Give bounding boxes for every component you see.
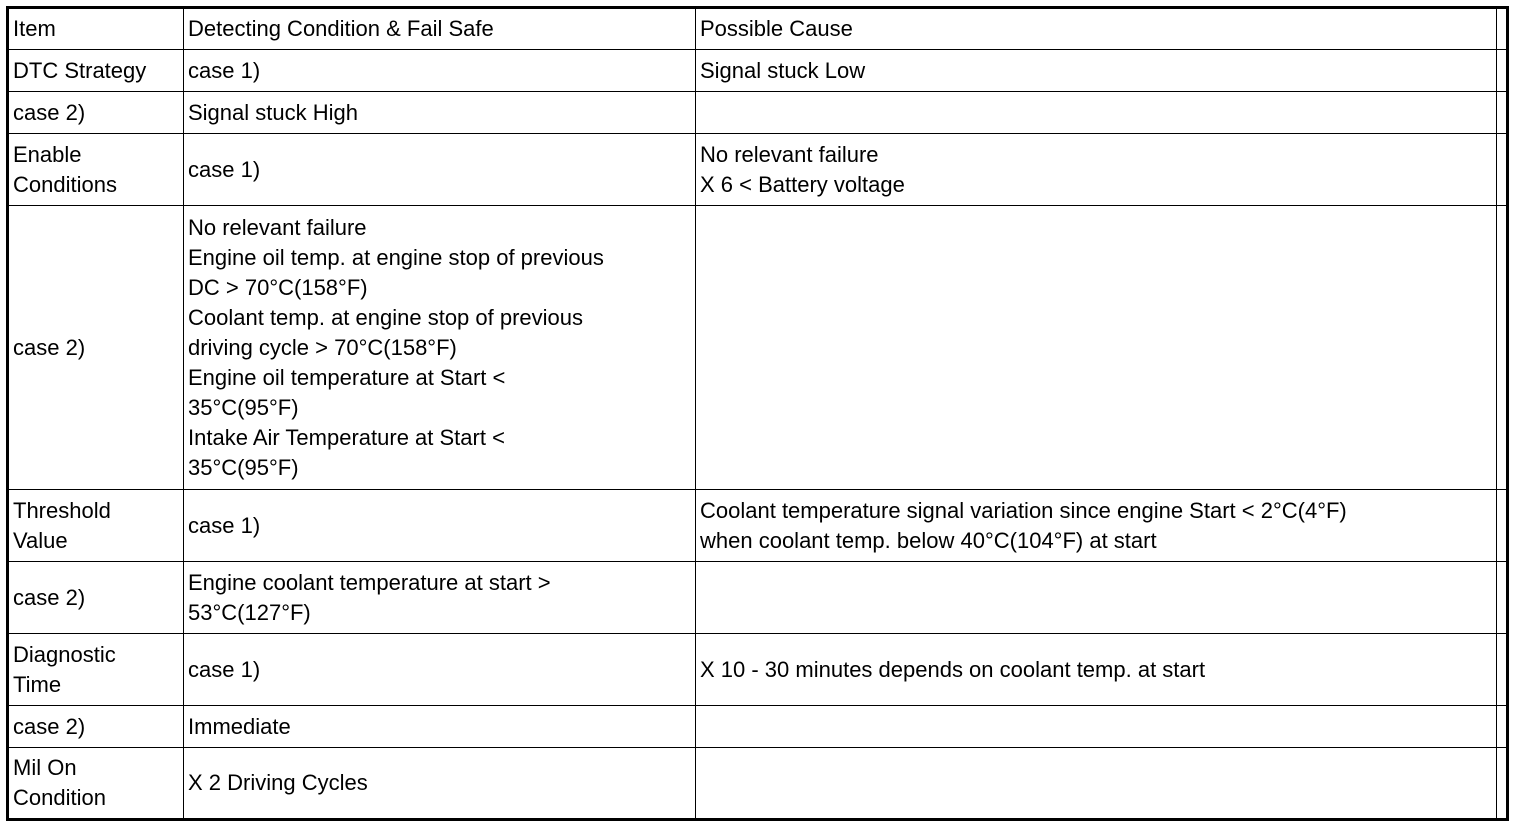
cell-line: when coolant temp. below 40°C(104°F) at start [700, 527, 1157, 553]
table-row [8, 748, 1508, 820]
cell-line: X 10 - 30 minutes depends on coolant temp. at start [700, 656, 1206, 682]
detecting-condition-cell [184, 50, 696, 92]
cell-line: driving cycle > 70°C(158°F) [188, 334, 457, 360]
detecting-condition-cell [184, 206, 696, 490]
cell-line: case 1) [188, 512, 261, 538]
detecting-condition-cell [184, 92, 696, 134]
cell-line: case 2) [13, 713, 86, 739]
right-spacer-cell [1497, 50, 1508, 92]
cell-line: X 2 Driving Cycles [188, 770, 368, 795]
cell-line: Value [13, 527, 68, 553]
cell-line: case 1) [188, 156, 261, 182]
item-cell [8, 634, 184, 706]
cell-line: Engine oil temp. at engine stop of previous [188, 244, 604, 270]
cell-line: Coolant temp. at engine stop of previous [188, 304, 584, 330]
table-row [8, 634, 1508, 706]
possible-cause-cell [696, 634, 1497, 706]
right-spacer-cell [1497, 748, 1508, 820]
table-row [8, 92, 1508, 134]
cell-line: Mil On [13, 755, 77, 780]
cell-line: X 6 < Battery voltage [700, 171, 905, 197]
cell-line: case 2) [13, 334, 86, 360]
cell-line: case 2) [13, 584, 86, 610]
item-cell [8, 490, 184, 562]
right-spacer-cell [1497, 206, 1508, 490]
cell-line: case 1) [188, 656, 261, 682]
cell-line: Condition [13, 785, 106, 810]
right-spacer-cell [1497, 490, 1508, 562]
cell-line: Engine coolant temperature at start > [188, 569, 551, 595]
cell-line: Threshold [13, 497, 111, 523]
item-cell [8, 706, 184, 748]
possible-cause-cell [696, 92, 1497, 134]
table-row [8, 134, 1508, 206]
header-possible-cause: Possible Cause [696, 8, 1497, 50]
possible-cause-cell [696, 206, 1497, 490]
cell-line: Signal stuck Low [700, 57, 866, 83]
cell-line: Signal stuck High [188, 99, 358, 125]
right-spacer-cell [1497, 92, 1508, 134]
table-row [8, 562, 1508, 634]
cell-line: Engine oil temperature at Start < [188, 364, 506, 390]
item-cell [8, 748, 184, 820]
right-spacer-cell [1497, 8, 1508, 50]
possible-cause-cell [696, 490, 1497, 562]
cell-line: case 2) [13, 99, 86, 125]
cell-line: 53°C(127°F) [188, 599, 311, 625]
cell-line: Intake Air Temperature at Start < [188, 424, 505, 450]
right-spacer-cell [1497, 134, 1508, 206]
header-detecting-condition: Detecting Condition & Fail Safe [184, 8, 696, 50]
cell-line: No relevant failure [700, 141, 879, 167]
cell-line: DTC Strategy [13, 57, 147, 83]
dtc-table [6, 6, 1509, 821]
cell-line: Time [13, 671, 62, 697]
cell-line: 35°C(95°F) [188, 394, 299, 420]
detecting-condition-cell [184, 634, 696, 706]
detecting-condition-cell [184, 134, 696, 206]
detecting-condition-cell [184, 748, 696, 820]
table-row [8, 706, 1508, 748]
possible-cause-cell [696, 748, 1497, 820]
cell-line: Diagnostic [13, 641, 116, 667]
header-item: Item [8, 8, 184, 50]
right-spacer-cell [1497, 706, 1508, 748]
right-spacer-cell [1497, 562, 1508, 634]
cell-line: DC > 70°C(158°F) [188, 274, 368, 300]
table-row [8, 490, 1508, 562]
item-cell [8, 206, 184, 490]
detecting-condition-cell [184, 490, 696, 562]
cell-line: Enable [13, 141, 82, 167]
possible-cause-cell [696, 562, 1497, 634]
cell-line: Immediate [188, 713, 291, 739]
possible-cause-cell [696, 134, 1497, 206]
item-cell [8, 92, 184, 134]
table-row [8, 50, 1508, 92]
right-spacer-cell [1497, 634, 1508, 706]
table-row [8, 206, 1508, 490]
detecting-condition-cell [184, 562, 696, 634]
item-cell [8, 134, 184, 206]
item-cell [8, 562, 184, 634]
cell-line: Conditions [13, 171, 117, 197]
possible-cause-cell [696, 50, 1497, 92]
header-row [8, 8, 1508, 50]
cell-line: case 1) [188, 57, 261, 83]
cell-line: No relevant failure [188, 214, 367, 240]
possible-cause-cell [696, 706, 1497, 748]
cell-line: 35°C(95°F) [188, 454, 299, 480]
item-cell [8, 50, 184, 92]
cell-line: Coolant temperature signal variation since engine Start < 2°C(4°F) [700, 497, 1347, 523]
detecting-condition-cell [184, 706, 696, 748]
